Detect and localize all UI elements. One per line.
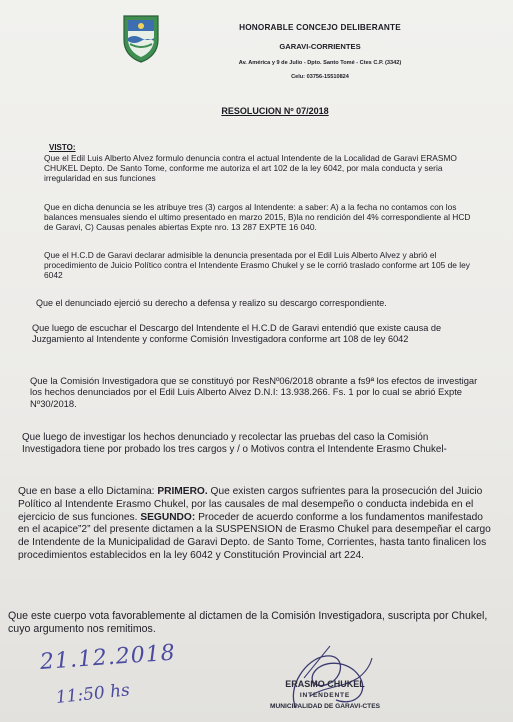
stamp-name: ERASMO CHUKEL: [285, 679, 365, 689]
address-line: Av. América y 9 de Julio - Dpto. Santo Tomé - Ctes C.P. (3342): [238, 60, 402, 66]
location-name: GARAVI-CORRIENTES: [279, 42, 361, 51]
paragraph-descargo: Que luego de escuchar el Descargo del Intendente el H.C.D de Garavi entendió que existe causa de Juzgamiento al Intendente y conforme Comisión Investigadora conforme art 108 de ley 6042: [32, 323, 442, 345]
paragraph-cargos: Que en dicha denuncia se les atribuye tres (3) cargos al Intendente: a saber: A) a la fecha no contamos con los balances mensuales siendo el ultimo presentado en marzo 2015, B)la no rendición del 4% correspondiente al HCD de Garavi, C) Causas penales abiertas Expte nro. 13 287 EXPTE 16 040.: [44, 202, 471, 233]
paragraph-denuncia: Que el Edil Luis Alberto Alvez formulo denuncia contra el actual Intendente de la Localidad de Garavi ERASMO CHUKEL Depto. De Santo Tome, conforme me autoriza el art 102 de la ley 6042, por mala conducta y seria irregularidad en sus funciones: [44, 153, 457, 184]
paragraph-closing: Que este cuerpo vota favorablemente al dictamen de la Comisión Investigadora, suscripta por Chukel, cuyo argumento nos remitimos.: [8, 610, 488, 636]
resolution-title: RESOLUCION Nº 07/2018: [221, 106, 329, 116]
dictamen-intro: Que en base a ello Dictamina:: [18, 486, 158, 497]
primero-label: PRIMERO.: [157, 486, 208, 497]
paragraph-comision: Que la Comisión Investigadora que se constituyó por ResNº06/2018 obrante a fs9ª los efectos de investigar los hechos denunciados por el Edil Luis Alberto Alvez D.N.I: 13.938.266. Fs. 1 por lo cual se abrió Expte Nº30/2018.: [30, 375, 478, 409]
primero-text: Que existen cargos sufrientes para la prosecución del Juicio Político al Intendente Erasmo Chukel, por las causales de mal desempeño o conducta indebida en el ejercicio de sus funciones.: [18, 486, 483, 523]
paragraph-dictamen: [18, 486, 496, 563]
paragraph-investigacion: Que luego de investigar los hechos denunciado y recolectar las pruebas del caso la Comisión Investigadora tiene por probado los tres cargos y / o Motivos contra el Intendente Erasmo Chukel-: [22, 432, 447, 455]
visto-heading: VISTO:: [49, 143, 76, 152]
stamp-role: INTENDENTE: [299, 692, 351, 699]
segundo-label: SEGUNDO:: [140, 511, 196, 523]
phone-line: Celu: 03756-15510824: [291, 74, 349, 80]
handwritten-time: 11:50 hs: [54, 680, 131, 708]
coat-of-arms-logo: [118, 14, 164, 64]
stamp-entity: MUNICIPALIDAD DE GARAVI-CTES: [269, 703, 381, 710]
handwritten-date: 21.12.2018: [39, 640, 177, 675]
paragraph-defensa: Que el denunciado ejerció su derecho a defensa y realizo su descargo correspondiente.: [36, 298, 387, 308]
paragraph-admisible: Que el H.C.D de Garavi declarar admisible la denuncia presentada por el Edil Luis Alberto Alvez y abrió el procedimiento de Juicio Político contra el Intendente Erasmo Chukel y se le corrió traslado conforme art 105 de ley 6042: [44, 250, 470, 281]
segundo-text: Proceder de acuerdo conforme a los fundamentos manifestado en el acapice”2” del presente dictamen a la SUSPENSION de Erasmo Chukel para desempeñar el cargo de Intendente de la Municipalidad de Garavi Depto. de Santo Tome, Corrientes, hasta tanto finalicen los procedimientos establecidos en la ley 6042 y Constitución Provincial art 224.: [18, 511, 491, 561]
institution-name: HONORABLE CONCEJO DELIBERANTE: [239, 23, 401, 32]
